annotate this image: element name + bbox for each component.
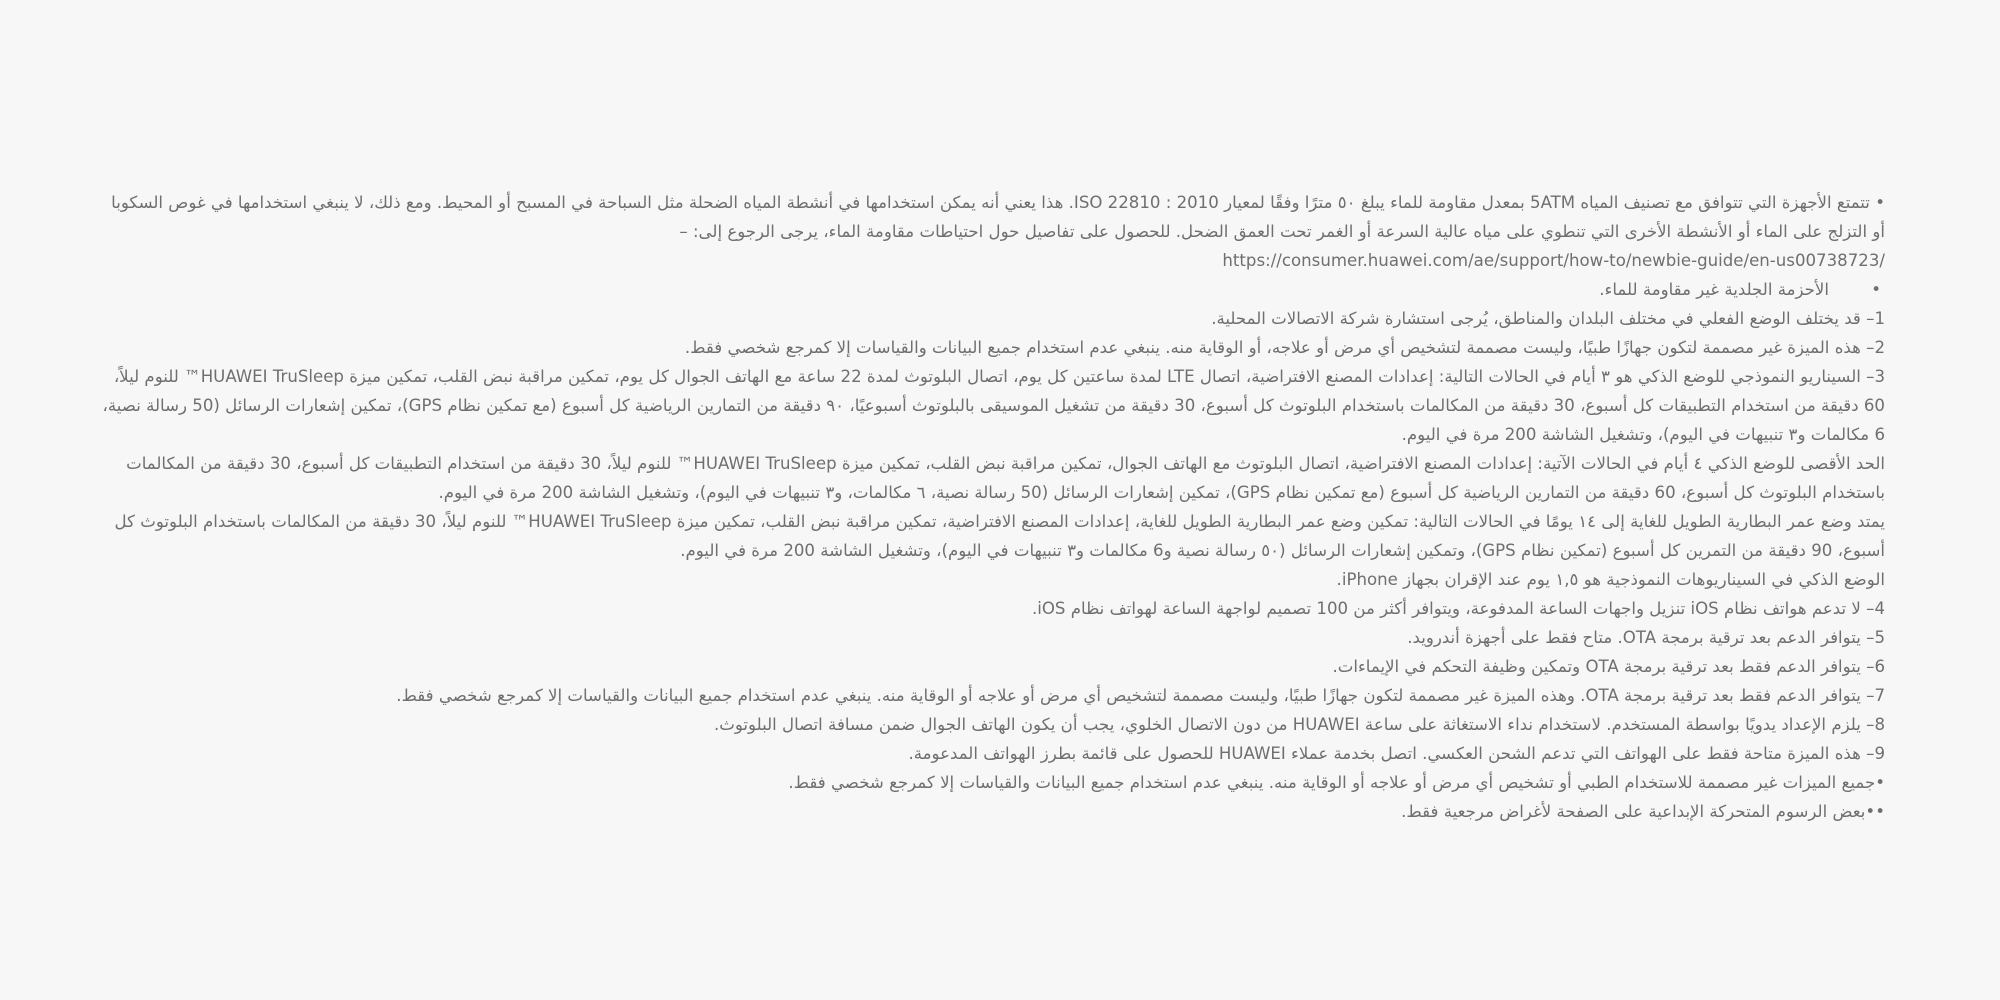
- footnote-1: 1– قد يختلف الوضع الفعلي في مختلف البلدان والمناطق، يُرجى استشارة شركة الاتصالات المحلية.: [1211, 309, 1885, 328]
- footnote-3-ultra-long-battery: يمتد وضع عمر البطارية الطويل للغاية إلى ١٤ يومًا في الحالات التالية: تمكين وضع عمر البطارية الطويل للغاية، إعدادات المصنع الافتراضية، تمكين مراقبة نبض القلب، تمكين ميزة HUAWEI TruSleep™ للنوم ليلاً، 30 دقيقة من المكالمات باستخدام البلوتوث كل أسبوع، 90 دقيقة من التمرين كل أسبوع (تمكين نظام GPS)، وتمكين إشعارات الرسائل (٥٠ رسالة نصية و6 مكالمات و٣ تنبيهات في اليوم)، وتشغيل الشاشة 200 مرة في اليوم.: [114, 512, 1885, 560]
- footnote-7: 7– يتوافر الدعم فقط بعد ترقية برمجة OTA. وهذه الميزة غير مصممة لتكون جهازًا طبيًا، وليست مصممة لتشخيص أي مرض أو علاجه أو الوقاية منه. ينبغي عدم استخدام جميع البيانات والقياسات إلا كمرجع شخصي فقط.: [396, 686, 1885, 705]
- footnote-animations: ••بعض الرسوم المتحركة الإبداعية على الصفحة لأغراض مرجعية فقط.: [1401, 802, 1885, 821]
- footnote-5: 5– يتوافر الدعم بعد ترقية برمجة OTA. متاح فقط على أجهزة أندرويد.: [1407, 628, 1885, 647]
- strap-note-row: [95, 275, 1885, 304]
- water-resistance-link[interactable]: https://consumer.huawei.com/ae/support/how-to/newbie-guide/en-us00738723/: [1222, 251, 1885, 270]
- footnote-3-iphone: الوضع الذكي في السيناريوهات النموذجية هو ١,٥ يوم عند الإقران بجهاز iPhone.: [1336, 570, 1885, 589]
- footnote-6: 6– يتوافر الدعم فقط بعد ترقية برمجة OTA وتمكين وظيفة التحكم في الإيماءات.: [1332, 657, 1885, 676]
- footnote-4: 4– لا تدعم هواتف نظام iOS تنزيل واجهات الساعة المدفوعة، ويتوافر أكثر من 100 تصميم لواجهة الساعة لهواتف نظام iOS.: [1031, 599, 1885, 618]
- strap-note: الأحزمة الجلدية غير مقاومة للماء.: [1599, 280, 1829, 299]
- water-resistance-paragraph: • تتمتع الأجهزة التي تتوافق مع تصنيف المياه 5ATM بمعدل مقاومة للماء يبلغ ٥٠ مترًا وفقًا لمعيار ISO 22810 : 2010. هذا يعني أنه يمكن استخدامها في أنشطة المياه الضحلة مثل السباحة في المسبح أو المحيط. ومع ذلك، لا ينبغي استخدامها في غوص السكوبا أو التزلج على الماء أو الأنشطة الأخرى التي تنطوي على مياه عالية السرعة أو الغمر تحت العمق الضحل. للحصول على تفاصيل حول احتياطات مقاومة الماء، يرجى الرجوع إلى: –: [111, 193, 1885, 241]
- footnote-8: 8– يلزم الإعداد يدويًا بواسطة المستخدم. لاستخدام نداء الاستغاثة على ساعة HUAWEI من دون الاتصال الخلوي، يجب أن يكون الهاتف الجوال ضمن مسافة اتصال البلوتوث.: [713, 715, 1885, 734]
- footnote-3-smart-mode: 3– السيناريو النموذجي للوضع الذكي هو ٣ أيام في الحالات التالية: إعدادات المصنع الافتراضية، اتصال LTE لمدة ساعتين كل يوم، اتصال البلوتوث لمدة 22 ساعة مع الهاتف الجوال كل يوم، تمكين مراقبة نبض القلب، تمكين ميزة HUAWEI TruSleep™ للنوم ليلاً، 60 دقيقة من استخدام التطبيقات كل أسبوع، 30 دقيقة من المكالمات باستخدام البلوتوث كل أسبوع، 30 دقيقة من تشغيل الموسيقى بالبلوتوث أسبوعيًا، ٩٠ دقيقة من التمارين الرياضية كل أسبوع (مع تمكين نظام GPS)، تمكين إشعارات الرسائل (50 رسالة نصية، 6 مكالمات و٣ تنبيهات في اليوم)، وتشغيل الشاشة 200 مرة في اليوم.: [102, 367, 1885, 444]
- footnote-medical: •جميع الميزات غير مصممة للاستخدام الطبي أو تشخيص أي مرض أو علاجه أو الوقاية منه. ينبغي عدم استخدام جميع البيانات والقياسات إلا كمرجع شخصي فقط.: [788, 773, 1885, 792]
- footnote-2: 2– هذه الميزة غير مصممة لتكون جهازًا طبيًا، وليست مصممة لتشخيص أي مرض أو علاجه، أو الوقاية منه. ينبغي عدم استخدام جميع البيانات والقياسات إلا كمرجع شخصي فقط.: [684, 338, 1885, 357]
- footnote-9: 9– هذه الميزة متاحة فقط على الهواتف التي تدعم الشحن العكسي. اتصل بخدمة عملاء HUAWEI للحصول على قائمة بطرز الهواتف المدعومة.: [908, 744, 1885, 763]
- disclaimer-block: [95, 188, 1885, 826]
- bullet-icon: •: [1871, 280, 1881, 299]
- footnote-3-max-smart-mode: الحد الأقصى للوضع الذكي ٤ أيام في الحالات الآتية: إعدادات المصنع الافتراضية، اتصال البلوتوث مع الهاتف الجوال، تمكين مراقبة نبض القلب، تمكين ميزة HUAWEI TruSleep™ للنوم ليلاً، 30 دقيقة من استخدام التطبيقات كل أسبوع، 30 دقيقة من المكالمات باستخدام البلوتوث كل أسبوع، 60 دقيقة من التمارين الرياضية كل أسبوع (مع تمكين نظام GPS)، تمكين إشعارات الرسائل (50 رسالة نصية، ٦ مكالمات، و٣ تنبيهات في اليوم)، وتشغيل الشاشة 200 مرة في اليوم.: [126, 454, 1885, 502]
